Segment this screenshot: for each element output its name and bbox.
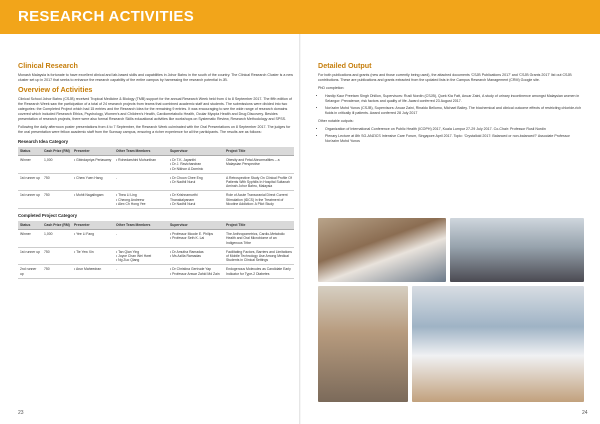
col-team-members: Other Team Members xyxy=(114,147,168,156)
table-row xyxy=(18,230,294,248)
page-gutter xyxy=(299,34,301,424)
other-outputs-list xyxy=(318,127,584,144)
table-cell: • Dr Krishnamurthi Thanakalyanam • Dr Nadhil Nurul xyxy=(168,191,224,209)
event-photo-group xyxy=(412,286,584,402)
detailed-output-heading: Detailed Output xyxy=(318,61,372,70)
table-cell: Winner xyxy=(18,156,42,174)
table-cell: • Tan Qian Ying • Joyce Chan Wei Hwei • Ng Zuo Qiang xyxy=(114,247,168,265)
col-status: Status xyxy=(18,147,42,156)
col-team-members: Other Team Members xyxy=(114,221,168,230)
table-cell: 1,000 xyxy=(42,156,72,174)
table-cell: • Yee Li Fang xyxy=(72,230,114,248)
col-supervisor: Supervisor xyxy=(168,221,224,230)
page-title: RESEARCH ACTIVITIES xyxy=(18,8,194,25)
table-header-row xyxy=(18,221,294,230)
overview-heading: Overview of Activities xyxy=(18,85,93,94)
table-cell: - xyxy=(114,265,168,278)
table-cell: 1st runner up xyxy=(18,191,42,209)
table-header-row xyxy=(18,147,294,156)
table-cell: • Tie Yew Xin xyxy=(72,247,114,265)
clinical-research-heading: Clinical Research xyxy=(18,61,78,70)
col-project-title: Project Title xyxy=(224,221,294,230)
table-cell: Facilitating Factors, Barriers and Limitations of Mobile Technology Use Among Medical Students in Clinical Settings xyxy=(224,247,294,265)
detailed-output-text: For both publications and grants (new and those currently being used), the attached documents 'CSJB Publications 2017' and 'CSJB Grants 2017' list out CSJB contributions. These are publications and grants extracted from the updated lists in the Campus Research Management (CRM) Google site. xyxy=(318,73,572,82)
col-cash-prize: Cash Prize (RM) xyxy=(42,147,72,156)
table-cell: Role of Acute Transcranial Direct Current Stimulation (tDCS) in the Treatment of Nicotine Addiction: A Pilot Study xyxy=(224,191,294,209)
table-cell: A Retrospective Study On Clinical Profile Of Patients With Syphilis In Hospital Sultanah Aminah Johor Bahru, Malaysia xyxy=(224,173,294,191)
table-cell: • Arun Maheedran xyxy=(72,265,114,278)
photo-collage xyxy=(318,218,584,408)
research-idea-heading: Research Idea Category xyxy=(18,139,69,144)
completed-project-table xyxy=(18,221,294,279)
table-cell: • Mohit Nagalingam xyxy=(72,191,114,209)
col-presenter: Presenter xyxy=(72,147,114,156)
table-cell: 1st runner up xyxy=(18,247,42,265)
col-supervisor: Supervisor xyxy=(168,147,224,156)
table-cell: • Professor Moode E. Philips • Professor Seth K. Lai xyxy=(168,230,224,248)
table-cell: The Anthropometrics, Cardio-Metabolic Health and Oral Microbiome of an Indigenous Tribe xyxy=(224,230,294,248)
table-row xyxy=(18,156,294,174)
phd-list xyxy=(318,94,584,116)
phd-completion-label: PhD completion: xyxy=(318,86,345,90)
research-idea-table xyxy=(18,147,294,209)
table-cell: • Thea Li Ling • Cheong Andreew • Alex Ch Hong Yee xyxy=(114,191,168,209)
event-photo-presentation xyxy=(318,218,446,282)
page-number-left: 23 xyxy=(18,410,24,416)
overview-text-2: Following the daily afternoon poster presentations from 4 to 7 September, the Research Week culminated with the Oral Presentations on 8 September 2017. The judges for the oral presentation were fellow academic staff from the Sunway campus, ensuring a richer experience for all the participants. The results are as follows: xyxy=(18,125,291,134)
header-bar xyxy=(0,0,600,34)
table-cell: • Dr Amutha Ramadas • Ms Azilla Ramadas xyxy=(168,247,224,265)
page-number-right: 24 xyxy=(582,410,588,416)
col-cash-prize: Cash Prize (RM) xyxy=(42,221,72,230)
table-cell: • Dr Choon Chee Eng • Dr Nadhil Nurul xyxy=(168,173,224,191)
table-row xyxy=(18,265,294,278)
table-cell: Endogenous Molecules as Candidate Early Indicator for Type-2 Diabetes xyxy=(224,265,294,278)
overview-text-1: Clinical School Johor Bahru (CSJB) received Tropical Medicine & Biology (TMB) support for the annual Research Week held from 4 to 8 September 2017. The fifth edition of the Research Week saw the participation of a total of 24 research projects from teams that combined academic staff and students. The submissions were divided into two categories: the Completed Project which had 15 entries and the Research Idea for the remaining 9 entries. It was encouraging to see the wide range of research domains covered which included Research Ethics, Psychology, Women's and Children's Health, Cardiometabolic Health, Ocular Myopia Health and Drug Discovery. Besides presentation of research projects, there were also formal Research Skills educational activities like workshops on Systematic Review, Research Methodology and SPSS. xyxy=(18,97,292,121)
event-photo-poster xyxy=(318,286,408,402)
table-cell: • Gbindapriya Periasamy xyxy=(72,156,114,174)
table-cell: 2nd runner up xyxy=(18,265,42,278)
col-presenter: Presenter xyxy=(72,221,114,230)
list-item: • Plenary Lecture at 8th SG-ANZICS Intensive Care Forum, Singapore April 2017. Topic: 'Crystalloid 2017: Balanced or non-balanced?' Associate Professor Nor'azim Mohd Yunos xyxy=(325,134,584,144)
table-row xyxy=(18,247,294,265)
table-cell: • Dr Christina Gertrude Yap • Professor Anwar Zahid Md Zain xyxy=(168,265,224,278)
list-item: • Nor'azim Mohd Yunos (CSJB), Supervisors: Anuar Zaini, Rinaldo Bellomo, Michael Bailey. The biochemical and clinical outcome effects of restricting chloride-rich fluids in critically ill patients. Award conferred 28 July 2017 xyxy=(325,106,584,116)
right-page xyxy=(318,62,584,147)
table-cell: Winner xyxy=(18,230,42,248)
table-cell: - xyxy=(114,173,168,191)
table-cell: 1st runner up xyxy=(18,173,42,191)
list-item: • Hardip Kaur Preetam Singh Dhillon, Supervisors: Rusli Nordin (CSJB), Quek Kia Fatt, Anuar Zaini, A study of urinary incontinence amongst Malaysian women in Selangor: Prevalence, risk factors and quality of life. Award conferred 23 August 2017. xyxy=(325,94,584,104)
table-cell: - xyxy=(114,230,168,248)
other-outputs-label: Other notable outputs: xyxy=(318,119,354,123)
table-row xyxy=(18,173,294,191)
table-cell: 750 xyxy=(42,191,72,209)
table-cell: Obesity and Fetal Abnormalities – a Malaysian Perspective xyxy=(224,156,294,174)
table-cell: 750 xyxy=(42,247,72,265)
event-photo-audience xyxy=(450,218,584,282)
table-cell: • Chew Yuen Hang xyxy=(72,173,114,191)
table-cell: 1,000 xyxy=(42,230,72,248)
left-page xyxy=(18,62,294,279)
table-cell: 750 xyxy=(42,265,72,278)
table-cell: 750 xyxy=(42,173,72,191)
table-row xyxy=(18,191,294,209)
col-project-title: Project Title xyxy=(224,147,294,156)
table-cell: • Rohedarshini Muhunthan xyxy=(114,156,168,174)
clinical-research-text: Monash Malaysia is fortunate to have excellent clinical and lab-based skills and capabilities in Johor Bahru in the south of the country. The Clinical Research Cluster is a new cluster set up in 2017 that seeks to enhance the research capability of the entire campus by harnessing the research potential in JB. xyxy=(18,73,293,82)
col-status: Status xyxy=(18,221,42,230)
table-cell: • Dr T.K. Jayanthi • Dr J. Ravichandran • Dr Nikhon A Dominic xyxy=(168,156,224,174)
list-item: • Organization of International Conference on Public Health (ICOPH) 2017, Kuala Lumpur 27-29 July 2017. Co-Chair: Professor Rusli Nordin xyxy=(325,127,584,132)
completed-project-heading: Completed Project Category xyxy=(18,213,78,219)
